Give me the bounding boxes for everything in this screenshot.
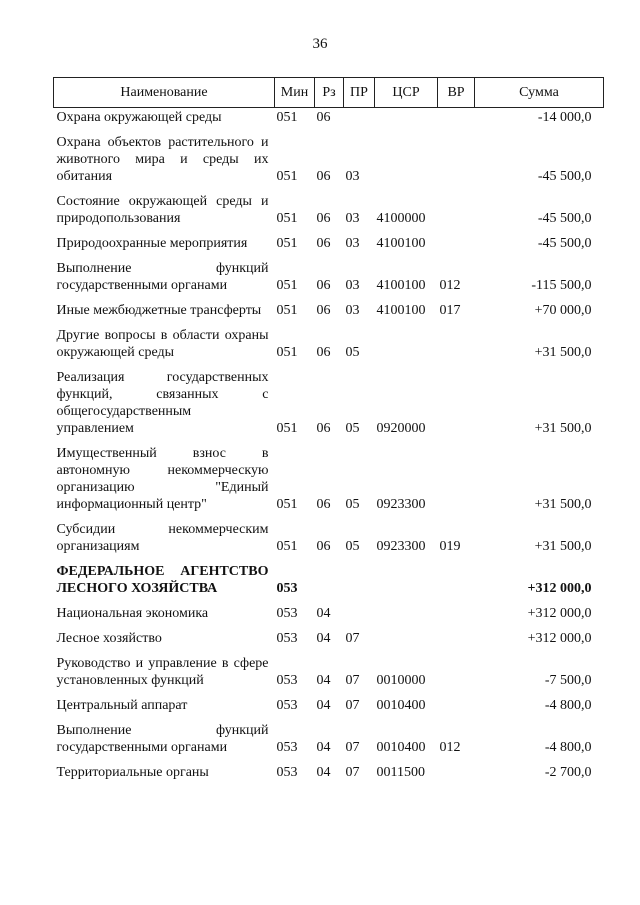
header-csr: ЦСР — [375, 78, 438, 108]
cell-name: Центральный аппарат — [56, 698, 188, 713]
cell-name: Национальная экономика — [56, 606, 209, 621]
cell-name: Имущественный взнос в автономную некоммерческую организацию "Единый информационный центр" — [56, 446, 269, 512]
cell-sum: +312 000,0 — [527, 631, 592, 646]
cell-vr — [438, 319, 475, 361]
cell-name: Другие вопросы в области охраны окружающей среды — [56, 328, 269, 360]
cell-csr: 4100100 — [376, 303, 426, 318]
cell-sum: +312 000,0 — [527, 606, 592, 621]
cell-csr: 4100100 — [376, 278, 426, 293]
cell-pr: 05 — [345, 421, 360, 436]
cell-vr — [438, 597, 475, 622]
cell-rz: 06 — [316, 539, 331, 554]
cell-vr — [438, 622, 475, 647]
cell-pr: 03 — [345, 211, 360, 226]
table-row — [54, 227, 604, 252]
cell-pr: 03 — [345, 303, 360, 318]
cell-sum: +31 500,0 — [534, 539, 592, 554]
table-row — [54, 756, 604, 781]
cell-sum: +31 500,0 — [534, 345, 592, 360]
cell-pr: 07 — [345, 765, 360, 780]
cell-min: 051 — [276, 497, 298, 512]
cell-min: 053 — [276, 631, 298, 646]
cell-csr: 0923300 — [376, 539, 426, 554]
cell-name: Субсидии некоммерческим организациям — [56, 522, 269, 554]
cell-pr — [344, 555, 375, 597]
cell-pr: 03 — [345, 169, 360, 184]
cell-pr: 03 — [345, 236, 360, 251]
cell-csr: 0010400 — [376, 698, 426, 713]
header-vr: ВР — [438, 78, 475, 108]
cell-min: 051 — [276, 169, 298, 184]
cell-pr: 07 — [345, 740, 360, 755]
cell-vr — [438, 227, 475, 252]
cell-sum: +70 000,0 — [534, 303, 592, 318]
cell-rz: 06 — [316, 278, 331, 293]
cell-sum: -115 500,0 — [531, 278, 592, 293]
table-row — [54, 126, 604, 185]
cell-name: Руководство и управление в сфере установленных функций — [56, 656, 269, 688]
cell-pr: 05 — [345, 497, 360, 512]
cell-sum: +312 000,0 — [527, 581, 592, 596]
header-sum: Сумма — [475, 78, 604, 108]
cell-rz: 06 — [316, 345, 331, 360]
cell-csr — [375, 108, 438, 127]
cell-sum: -7 500,0 — [544, 673, 592, 688]
cell-vr — [438, 126, 475, 185]
cell-min: 053 — [276, 606, 298, 621]
table-row — [54, 108, 604, 127]
cell-name: Охрана объектов растительного и животного мира и среды их обитания — [56, 135, 269, 184]
cell-vr — [438, 647, 475, 689]
cell-min: 051 — [276, 303, 298, 318]
cell-pr: 07 — [345, 631, 360, 646]
cell-sum: -14 000,0 — [537, 110, 592, 125]
cell-csr: 0010400 — [376, 740, 426, 755]
table-row — [54, 689, 604, 714]
cell-rz: 06 — [316, 110, 331, 125]
cell-min: 053 — [276, 740, 298, 755]
cell-pr: 05 — [345, 539, 360, 554]
cell-min: 051 — [276, 421, 298, 436]
cell-rz: 04 — [316, 765, 331, 780]
cell-pr: 05 — [345, 345, 360, 360]
cell-csr — [375, 555, 438, 597]
cell-rz: 04 — [316, 631, 331, 646]
cell-vr — [438, 185, 475, 227]
cell-rz: 06 — [316, 497, 331, 512]
cell-vr — [438, 437, 475, 513]
budget-table-container — [53, 77, 603, 781]
cell-pr: 07 — [345, 673, 360, 688]
cell-min: 053 — [276, 698, 298, 713]
cell-rz: 04 — [316, 673, 331, 688]
cell-name: Выполнение функций государственными органами — [56, 723, 269, 755]
cell-csr: 0011500 — [376, 765, 425, 780]
cell-vr — [438, 756, 475, 781]
table-row — [54, 294, 604, 319]
cell-min: 053 — [276, 581, 298, 596]
cell-min: 051 — [276, 110, 298, 125]
cell-csr — [375, 319, 438, 361]
cell-min: 051 — [276, 345, 298, 360]
cell-pr — [344, 597, 375, 622]
page-number: 36 — [312, 36, 328, 52]
table-row — [54, 185, 604, 227]
cell-sum: +31 500,0 — [534, 421, 592, 436]
table-header-row — [54, 78, 604, 108]
cell-name: Территориальные органы — [56, 765, 209, 780]
cell-name: Реализация государственных функций, связанных с общегосударственным управлением — [56, 370, 269, 436]
cell-sum: -2 700,0 — [544, 765, 592, 780]
cell-csr — [375, 622, 438, 647]
cell-vr: 019 — [439, 539, 461, 554]
cell-rz: 04 — [316, 740, 331, 755]
table-row — [54, 622, 604, 647]
cell-rz: 04 — [316, 698, 331, 713]
cell-vr — [438, 689, 475, 714]
cell-csr: 0010000 — [376, 673, 426, 688]
cell-pr: 03 — [345, 278, 360, 293]
cell-rz: 06 — [316, 211, 331, 226]
cell-csr — [375, 126, 438, 185]
header-pr: ПР — [344, 78, 375, 108]
table-row — [54, 714, 604, 756]
cell-min: 053 — [276, 673, 298, 688]
cell-csr: 4100000 — [376, 211, 426, 226]
cell-csr — [375, 597, 438, 622]
cell-csr: 0923300 — [376, 497, 426, 512]
cell-name: Иные межбюджетные трансферты — [56, 303, 262, 318]
cell-rz: 06 — [316, 236, 331, 251]
cell-vr — [438, 108, 475, 127]
cell-pr: 07 — [345, 698, 360, 713]
table-row — [54, 513, 604, 555]
cell-min: 051 — [276, 236, 298, 251]
cell-min: 053 — [276, 765, 298, 780]
table-row — [54, 319, 604, 361]
cell-vr — [438, 555, 475, 597]
table-row — [54, 361, 604, 437]
cell-vr: 012 — [439, 740, 461, 755]
cell-rz: 06 — [316, 421, 331, 436]
cell-sum: -4 800,0 — [544, 698, 592, 713]
cell-vr: 017 — [439, 303, 461, 318]
cell-sum: +31 500,0 — [534, 497, 592, 512]
table-row — [54, 437, 604, 513]
cell-name: ФЕДЕРАЛЬНОЕ АГЕНТСТВО ЛЕСНОГО ХОЗЯЙСТВА — [56, 564, 269, 596]
cell-sum: -45 500,0 — [537, 211, 592, 226]
table-row — [54, 647, 604, 689]
cell-vr — [438, 361, 475, 437]
cell-vr: 012 — [439, 278, 461, 293]
cell-min: 051 — [276, 539, 298, 554]
cell-csr: 4100100 — [376, 236, 426, 251]
cell-rz: 06 — [316, 169, 331, 184]
cell-name: Лесное хозяйство — [56, 631, 162, 646]
table-row — [54, 597, 604, 622]
cell-pr — [344, 108, 375, 127]
header-name: Наименование — [54, 78, 275, 108]
cell-sum: -45 500,0 — [537, 169, 592, 184]
header-rz: Рз — [315, 78, 344, 108]
cell-rz: 06 — [316, 303, 331, 318]
cell-min: 051 — [276, 278, 298, 293]
budget-table — [53, 77, 604, 781]
cell-sum: -4 800,0 — [544, 740, 592, 755]
table-row — [54, 555, 604, 597]
cell-name: Природоохранные мероприятия — [56, 236, 248, 251]
cell-rz — [315, 555, 344, 597]
cell-rz: 04 — [316, 606, 331, 621]
cell-name: Состояние окружающей среды и природопользования — [56, 194, 269, 226]
cell-sum: -45 500,0 — [537, 236, 592, 251]
cell-name: Выполнение функций государственными органами — [56, 261, 269, 293]
cell-csr: 0920000 — [376, 421, 426, 436]
cell-min: 051 — [276, 211, 298, 226]
cell-name: Охрана окружающей среды — [56, 110, 222, 125]
header-min: Мин — [275, 78, 315, 108]
table-row — [54, 252, 604, 294]
